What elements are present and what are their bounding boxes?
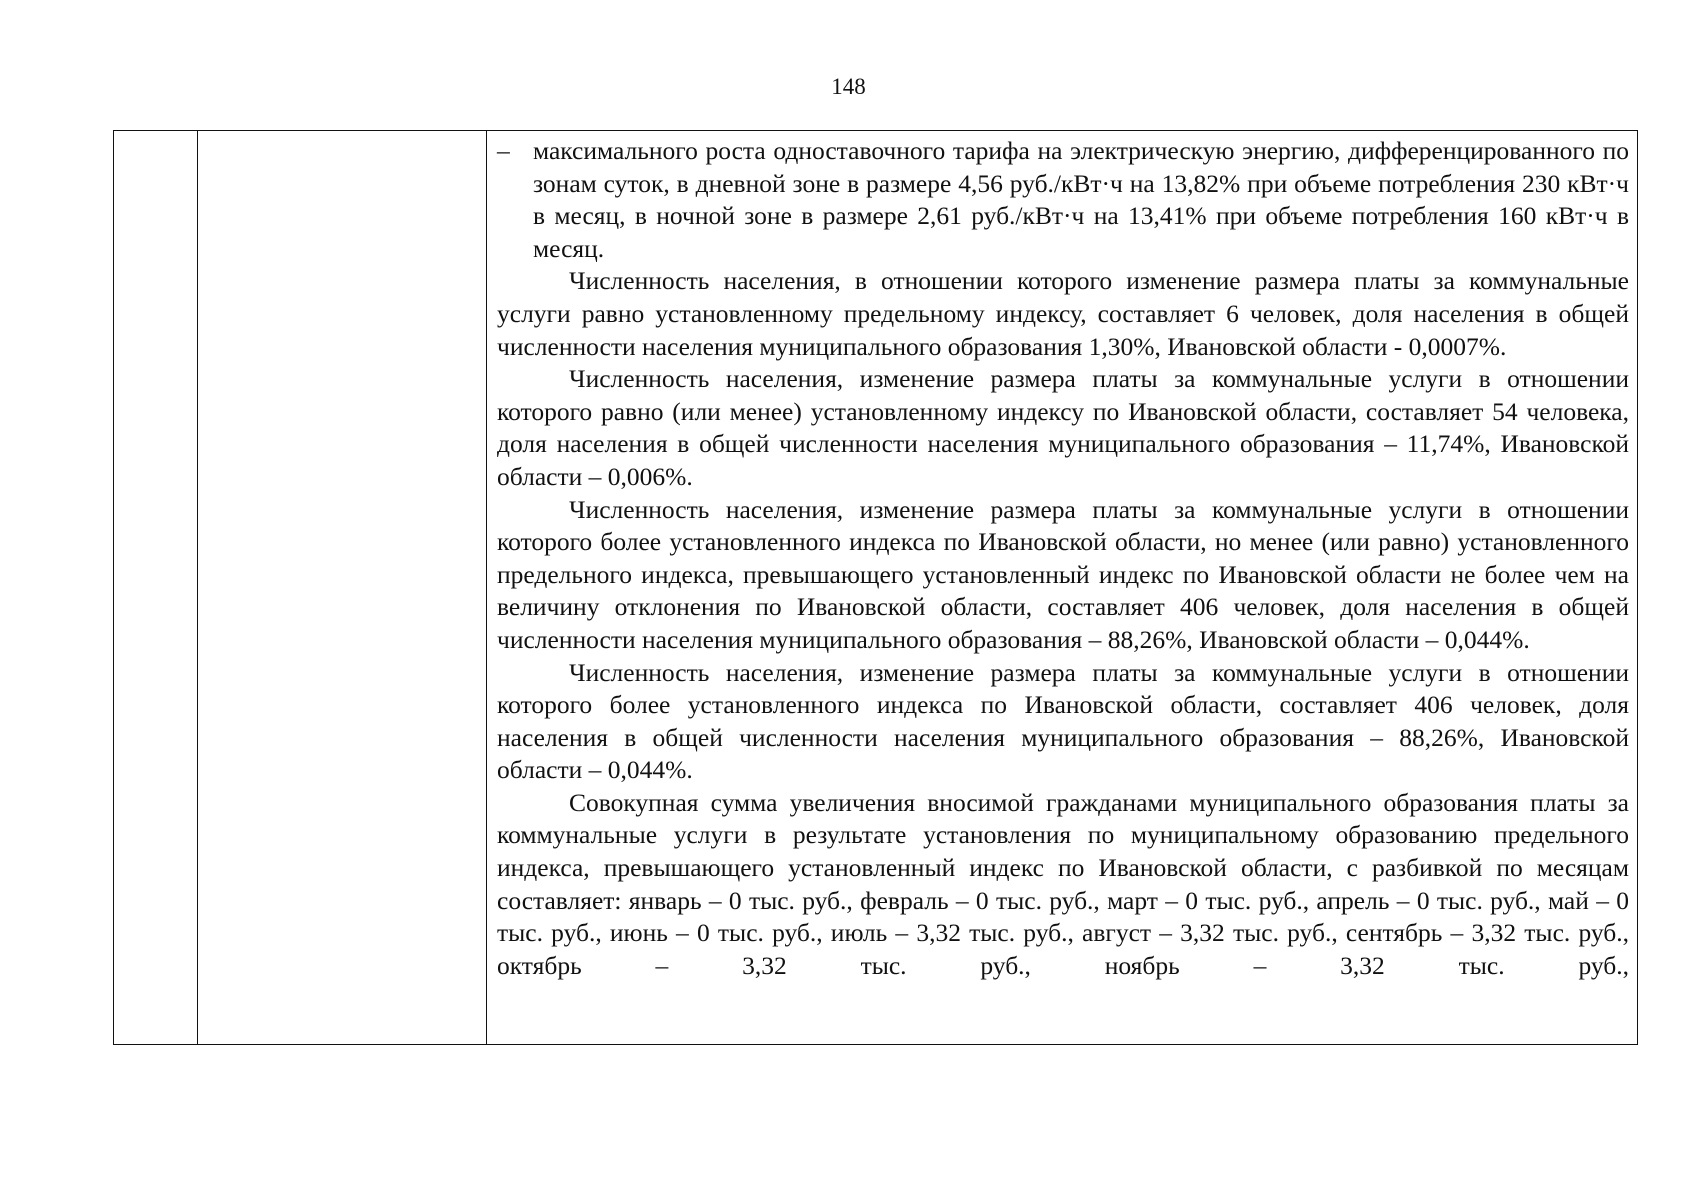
table-cell-text bbox=[497, 135, 1629, 982]
bullet-text: максимального роста одноставочного тарифа на электрическую энергию, дифференцированного по зонам суток, в дневной зоне в размере 4,56 руб./кВт·ч на 13,82% при объеме потребления 230 кВт·ч в месяц, в ночной зоне в размере 2,61 руб./кВт·ч на 13,41% при объеме потребления 160 кВт·ч в месяц. bbox=[533, 136, 1629, 263]
paragraph-1: Численность населения, в отношении которого изменение размера платы за коммунальные услуги равно установленному предельному индексу, составляет 6 человек, доля населения в общей численности населения муниципального образования 1,30%, Ивановской области - 0,0007%. bbox=[497, 266, 1629, 361]
paragraph-4: Численность населения, изменение размера платы за коммунальные услуги в отношении которого более установленного индекса по Ивановской области, составляет 406 человек, доля населения в общей численности населения муниципального образования – 88,26%, Ивановской области – 0,044%. bbox=[497, 657, 1629, 785]
paragraph-2: Численность населения, изменение размера платы за коммунальные услуги в отношении которого равно (или менее) установленному индексу по Ивановской области, составляет 54 человека, доля населения в общей численности населения муниципального образования – 11,74%, Ивановской области – 0,006%. bbox=[497, 364, 1629, 491]
paragraph-5: Совокупная сумма увеличения вносимой гражданами муниципального образования платы за коммунальные услуги в результате установления по муниципальному образованию предельного индекса, превышающего установленный индекс по Ивановской области, с разбивкой по месяцам составляет: январь – 0 тыс. руб., февраль – 0 тыс. руб., март – 0 тыс. руб., апрель – 0 тыс. руб., май – 0 тыс. руб., июнь – 0 тыс. руб., июль – 3,32 тыс. руб., август – 3,32 тыс. руб., сентябрь – 3,32 тыс. руб., октябрь – 3,32 тыс. руб., ноябрь – 3,32 тыс. руб., bbox=[497, 787, 1629, 980]
table-column-divider-2 bbox=[486, 131, 487, 1044]
bullet-item bbox=[497, 135, 1629, 265]
paragraph-3: Численность населения, изменение размера платы за коммунальные услуги в отношении которого более установленного индекса по Ивановской области, но менее (или равно) установленного предельного индекса, превышающего установленный индекс по Ивановской области не более чем на величину отклонения по Ивановской области, составляет 406 человек, доля населения в общей численности населения муниципального образования – 88,26%, Ивановской области – 0,044%. bbox=[497, 494, 1629, 654]
table-column-divider-1 bbox=[197, 131, 198, 1044]
page-number: 148 bbox=[831, 74, 866, 99]
bullet-dash: – bbox=[497, 136, 510, 165]
document-table bbox=[113, 130, 1638, 1045]
